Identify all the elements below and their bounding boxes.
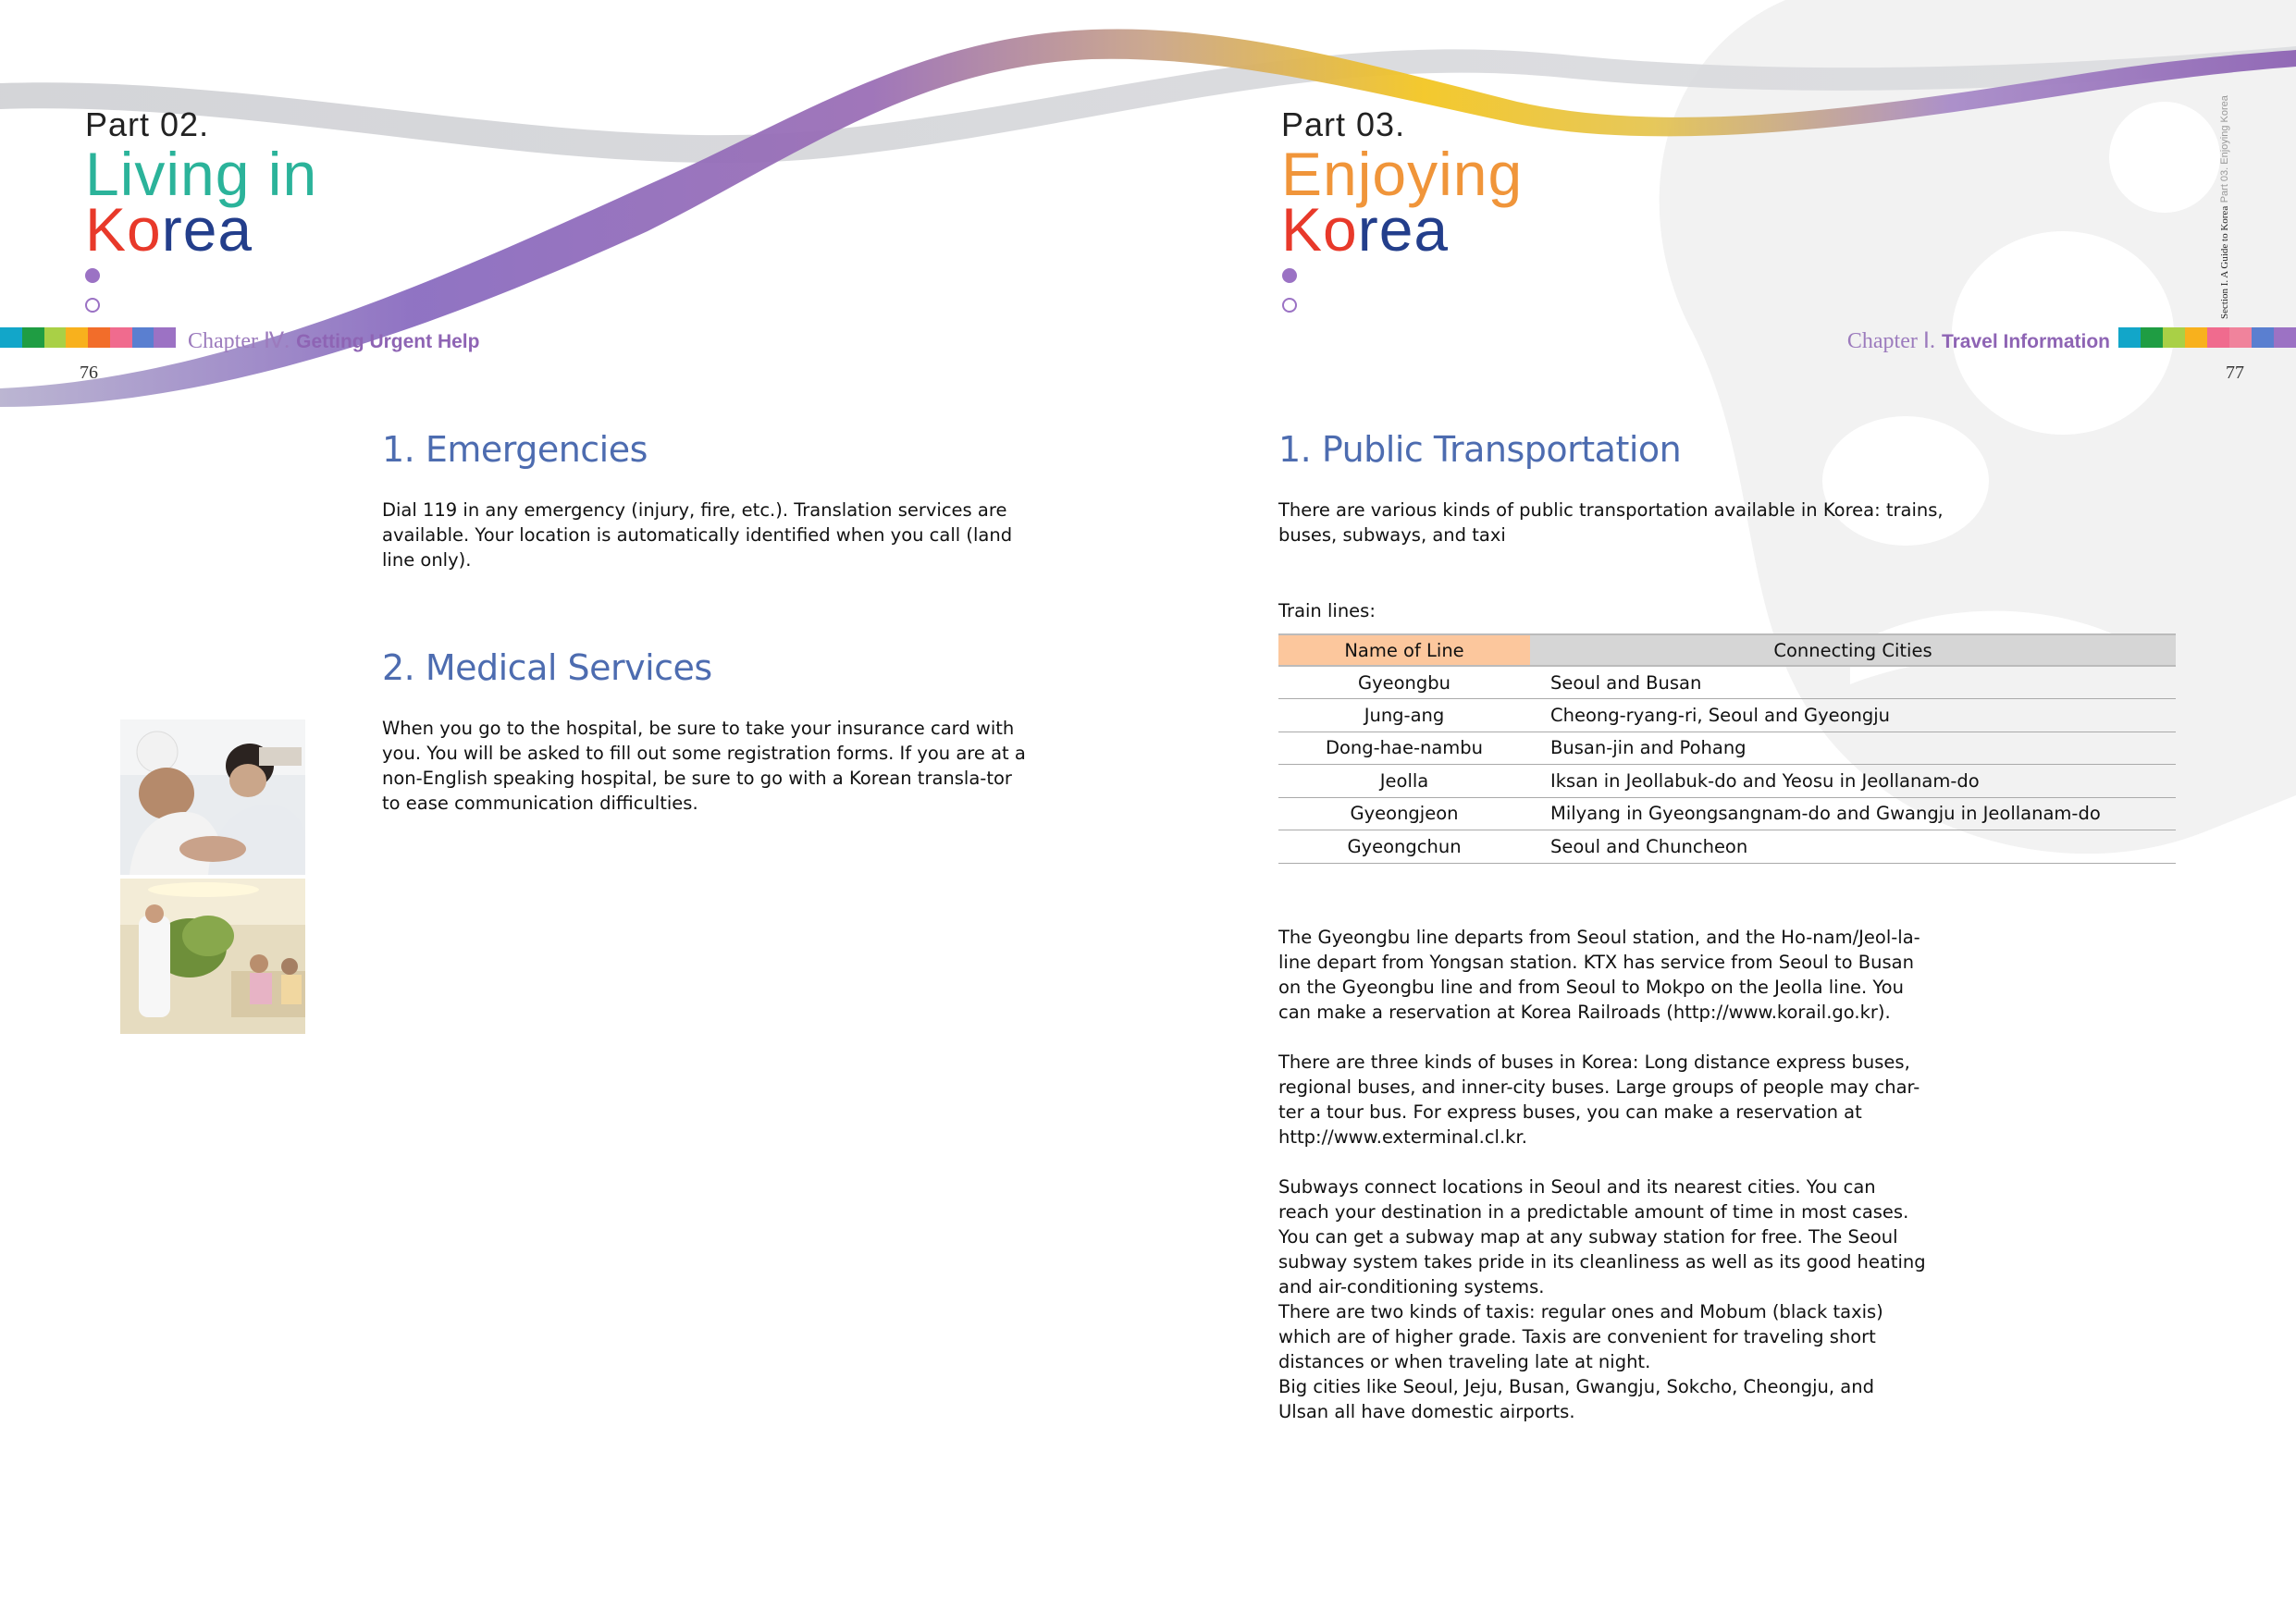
color-bar-segment [2141,327,2163,348]
chapter-title-left: Getting Urgent Help [296,331,480,352]
color-bar-segment [2229,327,2252,348]
cell-line-name: Jung-ang [1278,699,1530,732]
page-title-left [85,140,318,264]
title-line2-left [85,195,317,264]
chapter-heading-left [188,327,479,354]
train-lines-table [1278,633,2176,864]
side-text-section: Section I. A Guide to Korea [2219,205,2230,319]
title-line1-right: Enjoying [1281,140,1524,208]
cell-cities: Busan-jin and Pohang [1530,732,2176,765]
color-bar-segment [0,327,22,348]
side-running-header [2218,95,2231,319]
chapter-word-right: Chapter Ⅰ. [1846,329,1935,353]
bullet-dot-ring-left [85,298,100,313]
table-row [1278,732,2176,765]
section-heading-emergencies: 1. Emergencies [382,429,648,470]
section-heading-medical: 2. Medical Services [382,647,712,688]
title-letter-o-right: o [1323,195,1358,264]
transportation-intro: There are various kinds of public transportation available in Korea: trains, buses, subways, and taxi [1278,499,1944,546]
color-bar-right [2118,327,2296,348]
cell-cities: Cheong-ryang-ri, Seoul and Gyeongju [1530,699,2176,732]
table-row [1278,765,2176,798]
taxis-paragraph: There are two kinds of taxis: regular ones and Mobum (black taxis) which are of higher grade. Taxis are convenient for traveling short distances or when traveling late at night. [1278,1301,1883,1372]
title-letter-k-right: K [1281,195,1324,264]
color-bar-segment [2118,327,2141,348]
hospital-photo-lobby [120,879,305,1034]
color-bar-segment [44,327,67,348]
emergencies-text: Dial 119 in any emergency (injury, fire, etc.). Translation services are available. Your location is automatically identified when you call (land line only). [382,499,1013,571]
title-letter-o-left: o [127,195,162,264]
hospital-photo-doctors [120,719,305,875]
color-bar-segment [2207,327,2229,348]
side-text-part: Part 03. Enjoying Korea [2219,95,2230,203]
page-title-right [1281,140,1524,264]
color-bar-segment [66,327,88,348]
title-line2-right [1281,195,1523,264]
bullet-dot-filled-right [1282,268,1297,283]
table-row [1278,830,2176,864]
cell-cities: Iksan in Jeollabuk-do and Yeosu in Jeollanam-do [1530,765,2176,798]
chapter-word-left: Chapter Ⅳ. [188,329,290,353]
table-row [1278,666,2176,699]
color-bar-segment [132,327,154,348]
header-name-of-line: Name of Line [1278,634,1530,666]
color-bar-segment [2252,327,2274,348]
bullet-dot-filled-left [85,268,100,283]
subways-paragraph: Subways connect locations in Seoul and its nearest cities. You can reach your destination in a predictable amount of time in most cases. You can get a subway map at any subway station for free. The Seoul subway system takes pride in its cleanliness as well as its good heating and air-conditioning systems. [1278,1176,1926,1297]
chapter-title-right: Travel Information [1941,331,2110,352]
table-header-row [1278,634,2176,666]
part-label-right: Part 03. [1281,105,1406,143]
section-heading-public-transportation: 1. Public Transportation [1278,429,1682,470]
page-number-left: 76 [80,363,98,383]
color-bar-segment [88,327,110,348]
cell-line-name: Dong-hae-nambu [1278,732,1530,765]
trains-paragraph: The Gyeongbu line departs from Seoul station, and the Ho-nam/Jeol-la-line depart from Yongsan station. KTX has service from Seoul to Busan on the Gyeongbu line and from Seoul to Mokpo on the Jeolla line. You can make a reservation at Korea Railroads (http://www.korail.go.kr). [1278,927,1920,1023]
title-line1-left: Living in [85,140,318,208]
cell-cities: Seoul and Busan [1530,666,2176,699]
train-lines-caption: Train lines: [1278,600,1376,621]
table-row [1278,699,2176,732]
header-connecting-cities: Connecting Cities [1530,634,2176,666]
color-bar-segment [22,327,44,348]
color-bar-segment [154,327,176,348]
title-rest-left: rea [161,195,253,264]
title-rest-right: rea [1357,195,1450,264]
chapter-heading-right [1847,327,2110,354]
cell-line-name: Gyeongchun [1278,830,1530,864]
medical-text: When you go to the hospital, be sure to take your insurance card with you. You will be asked to fill out some registration forms. If you are at a non-English speaking hospital, be sure to go with a Korean transla-tor to ease communication difficulties. [382,718,1026,814]
color-bar-segment [2163,327,2185,348]
cell-cities: Seoul and Chuncheon [1530,830,2176,864]
color-bar-segment [110,327,132,348]
airports-paragraph: Big cities like Seoul, Jeju, Busan, Gwangju, Sokcho, Cheongju, and Ulsan all have domestic airports. [1278,1376,1874,1422]
table-row [1278,797,2176,830]
bullet-dot-ring-right [1282,298,1297,313]
page-number-right: 77 [2226,363,2244,383]
color-bar-left [0,327,176,348]
cell-cities: Milyang in Gyeongsangnam-do and Gwangju in Jeollanam-do [1530,797,2176,830]
cell-line-name: Gyeongjeon [1278,797,1530,830]
color-bar-segment [2274,327,2296,348]
part-label-left: Part 02. [85,105,210,143]
cell-line-name: Jeolla [1278,765,1530,798]
title-letter-k-left: K [85,195,128,264]
color-bar-segment [2185,327,2207,348]
cell-line-name: Gyeongbu [1278,666,1530,699]
buses-paragraph: There are three kinds of buses in Korea: Long distance express buses, regional buses, and inner-city buses. Large groups of people may char-ter a tour bus. For express buses, you can make a reservation at http://www.exterminal.cl.kr. [1278,1051,1920,1148]
